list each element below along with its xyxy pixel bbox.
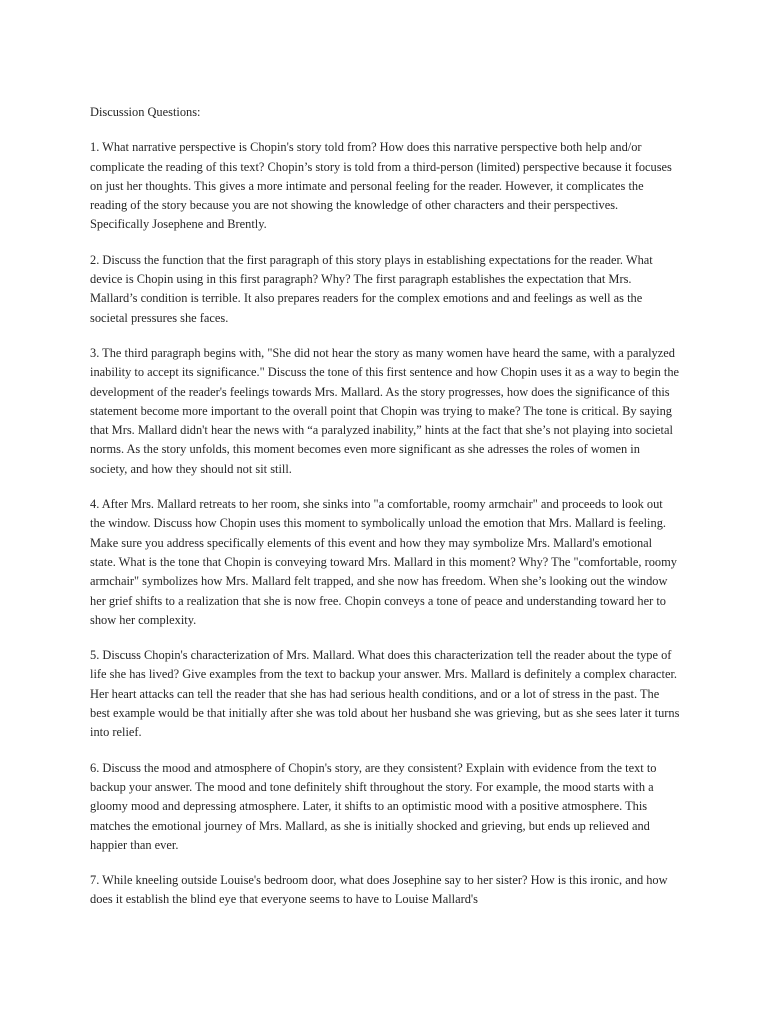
question-7: 7. While kneeling outside Louise's bedroom door, what does Josephine say to her sister? How is this ironic, and how does it establish the blind eye that everyone seems to have to Louise Mallard's [90, 873, 668, 907]
question-2: 2. Discuss the function that the first paragraph of this story plays in establishing expectations for the reader. What device is Chopin using in this first paragraph? Why? The first paragraph establishes the expectation that Mrs. Mallard’s condition is terrible. It also prepares readers for the complex emotions and and feelings as well as the societal pressures she faces. [90, 252, 653, 325]
page-heading: Discussion Questions: [90, 105, 201, 119]
question-5: 5. Discuss Chopin's characterization of Mrs. Mallard. What does this characterization tell the reader about the type of life she has lived? Give examples from the text to backup your answer. Mrs. Mallard is definitely a complex character. Her heart attacks can tell the reader that she has had serious health conditions, and or a lot of stress in the past. The best example would be that initially after she was told about her husband she was grieving, but as she sees later it turns into relief. [90, 648, 680, 740]
question-3: 3. The third paragraph begins with, "She did not hear the story as many women have heard the same, with a paralyzed inability to accept its significance." Discuss the tone of this first sentence and how Chopin uses it as a way to begin the development of the reader's feelings towards Mrs. Mallard. As the story progresses, how does the significance of this statement become more important to the overall point that Chopin was trying to make? The tone is critical. By saying that Mrs. Mallard didn't hear the news with “a paralyzed inability,” hints at the fact that she’s not playing into societal norms. As the story unfolds, this moment becomes even more significant as she adresses the roles of women in society, and how they should not sit still. [90, 345, 680, 476]
document-body [90, 103, 680, 910]
question-1: 1. What narrative perspective is Chopin's story told from? How does this narrative perspective both help and/or complicate the reading of this text? Chopin’s story is told from a third-person (limited) perspective because it focuses on just her thoughts. This gives a more intimate and personal feeling for the reader. However, it complicates the reading of the story because you are not showing the knowledge of other characters and their perspectives. Specifically Josephene and Brently. [90, 140, 672, 232]
question-6: 6. Discuss the mood and atmosphere of Chopin's story, are they consistent? Explain with evidence from the text to backup your answer. The mood and tone definitely shift throughout the story. For example, the mood starts with a gloomy mood and depressing atmosphere. Later, it shifts to an optimistic mood with a positive atmosphere. This matches the emotional journey of Mrs. Mallard, as she is initially shocked and grieving, but ends up relieved and happier than ever. [90, 760, 657, 852]
question-4: 4. After Mrs. Mallard retreats to her room, she sinks into "a comfortable, roomy armchair" and proceeds to look out the window. Discuss how Chopin uses this moment to symbolically unload the emotion that Mrs. Mallard is feeling. Make sure you address specifically elements of this event and how they may symbolize Mrs. Mallard's emotional state. What is the tone that Chopin is conveying toward Mrs. Mallard in this moment? Why? The "comfortable, roomy armchair" symbolizes how Mrs. Mallard felt trapped, and she now has freedom. When she’s looking out the window her grief shifts to a realization that she is now free. Chopin conveys a tone of peace and understanding toward her to show her complexity. [90, 497, 677, 627]
